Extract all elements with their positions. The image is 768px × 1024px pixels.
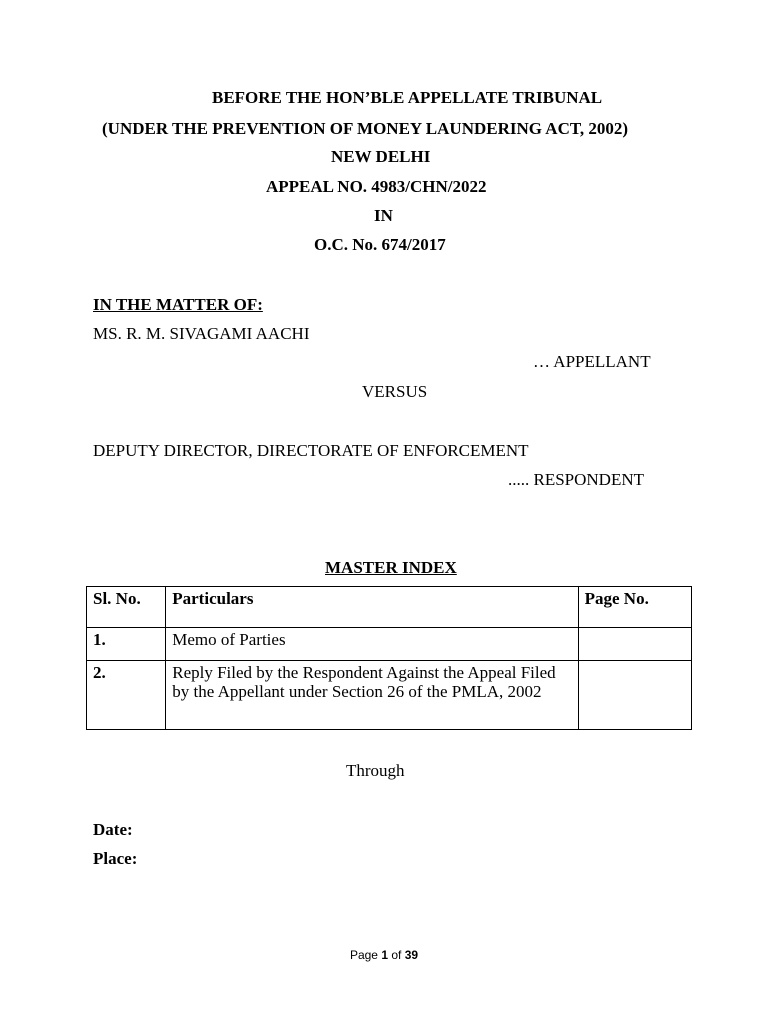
row-particulars: Reply Filed by the Respondent Against the Appeal Filed by the Appellant under Section 26 of the PMLA, 2002 xyxy=(166,661,578,730)
footer-page-current: 1 xyxy=(381,948,388,962)
table-row xyxy=(87,628,692,661)
matter-label: IN THE MATTER OF: xyxy=(93,295,263,314)
table-row xyxy=(87,661,692,730)
row-sl-no: 2. xyxy=(87,661,166,730)
row-sl-no: 1. xyxy=(87,628,166,661)
footer-page-word: Page xyxy=(349,948,378,962)
act-heading: (UNDER THE PREVENTION OF MONEY LAUNDERING ACT, 2002) xyxy=(102,119,629,138)
respondent-name: DEPUTY DIRECTOR, DIRECTORATE OF ENFORCEMENT xyxy=(93,441,529,460)
header-particulars: Particulars xyxy=(166,587,578,628)
appellant-name: MS. R. M. SIVAGAMI AACHI xyxy=(93,324,310,343)
row-page-no xyxy=(578,661,691,730)
footer-page-total: 39 xyxy=(404,948,419,962)
respondent-role: ..... RESPONDENT xyxy=(508,470,645,489)
table-header-row xyxy=(87,587,692,628)
appellant-role: … APPELLANT xyxy=(533,352,651,371)
versus-text: VERSUS xyxy=(362,382,428,401)
header-sl-no: Sl. No. xyxy=(87,587,166,628)
master-index-table xyxy=(86,586,692,730)
row-particulars: Memo of Parties xyxy=(166,628,578,661)
header-page-no: Page No. xyxy=(578,587,691,628)
tribunal-heading: BEFORE THE HON’BLE APPELLATE TRIBUNAL xyxy=(212,88,603,107)
location-heading: NEW DELHI xyxy=(331,147,431,166)
place-label: Place: xyxy=(93,849,138,868)
index-title: MASTER INDEX xyxy=(325,558,457,577)
in-connector: IN xyxy=(374,206,393,225)
date-label: Date: xyxy=(93,820,133,839)
row-page-no xyxy=(578,628,691,661)
page-footer xyxy=(0,948,768,962)
footer-of-word: of xyxy=(391,948,402,962)
appeal-number: APPEAL NO. 4983/CHN/2022 xyxy=(266,177,487,196)
through-text: Through xyxy=(346,761,405,780)
oc-number: O.C. No. 674/2017 xyxy=(314,235,446,254)
